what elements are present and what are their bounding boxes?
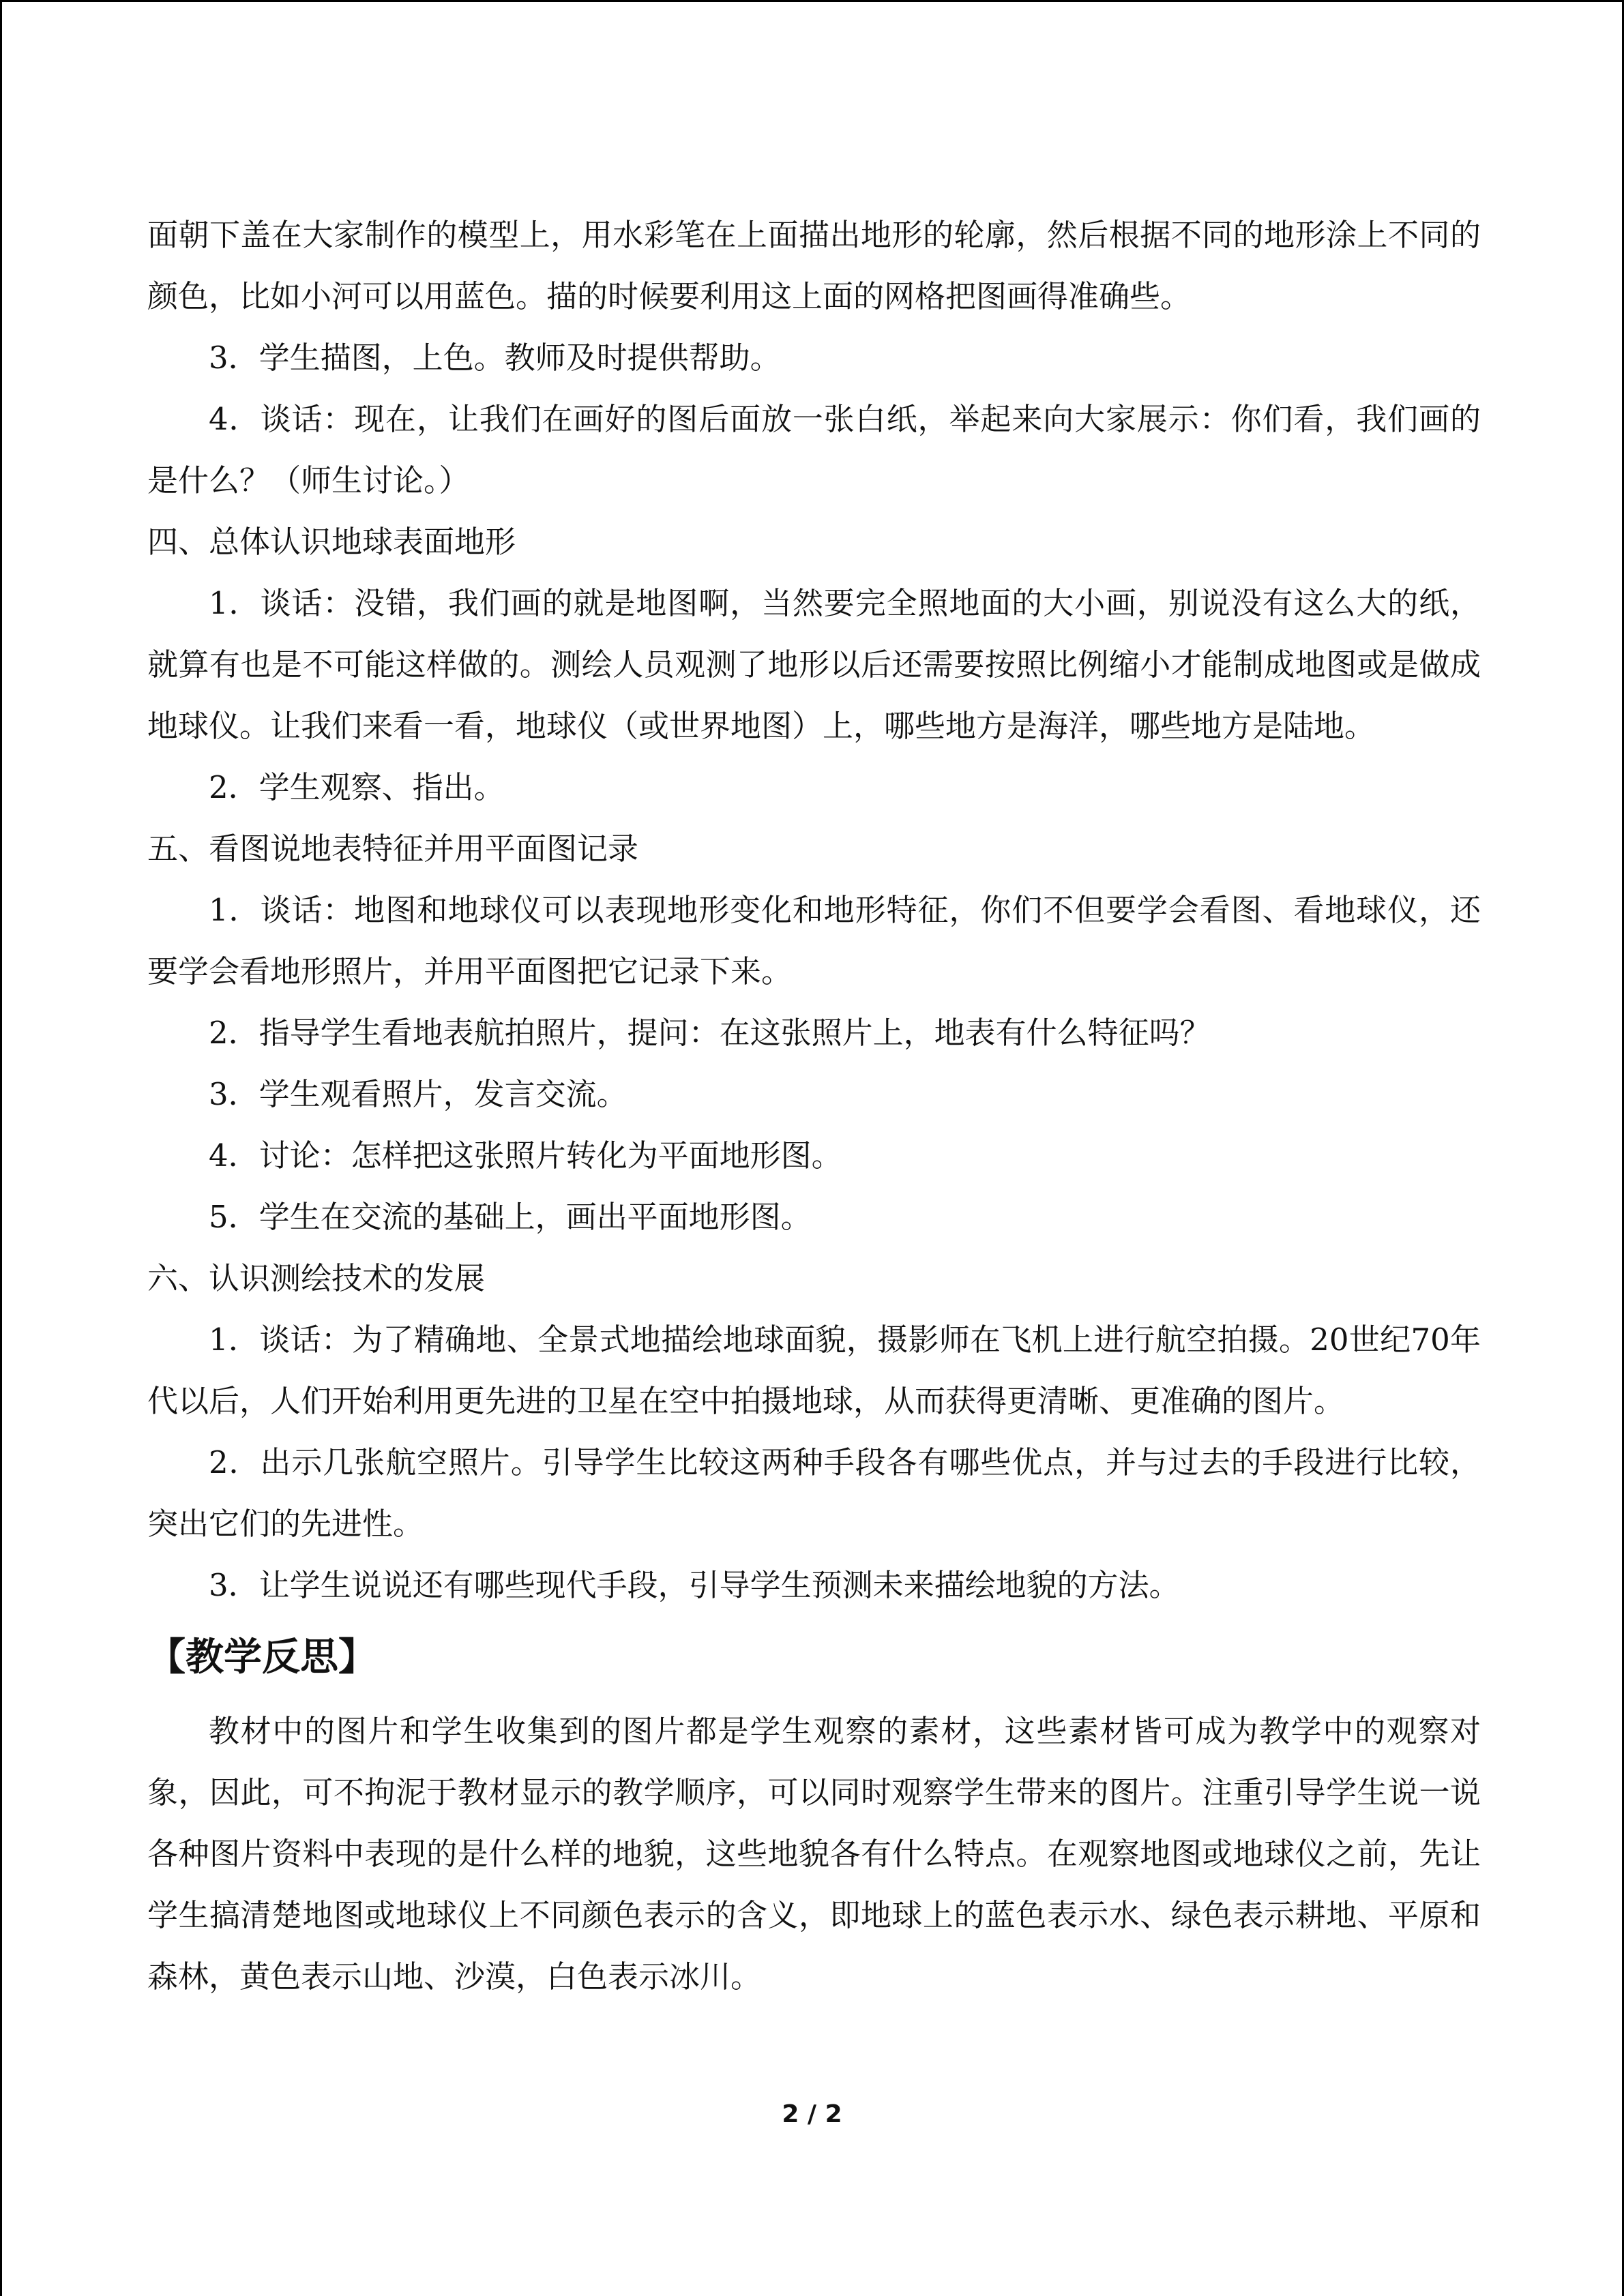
document-body [147, 205, 1481, 2008]
section-5-step-2: 2．指导学生看地表航拍照片，提问：在这张照片上，地表有什么特征吗？ [209, 1015, 1211, 1051]
section-5-step-5: 5．学生在交流的基础上，画出平面地形图。 [209, 1199, 812, 1235]
step-3-paragraph: 3．学生描图，上色。教师及时提供帮助。 [209, 340, 781, 376]
section-heading-6: 六、认识测绘技术的发展 [147, 1260, 486, 1296]
section-5-step-4: 4．讨论：怎样把这张照片转化为平面地形图。 [209, 1137, 842, 1174]
section-heading-5: 五、看图说地表特征并用平面图记录 [147, 831, 639, 867]
page-number: 2 / 2 [782, 2100, 842, 2128]
section-4-step-1: 1．谈话：没错，我们画的就是地图啊，当然要完全照地面的大小画，别说没有这么大的纸，就算有也是不可能这样做的。测绘人员观测了地形以后还需要按照比例缩小才能制成地图或是做成地球仪。让我们来看一看，地球仪（或世界地图）上，哪些地方是海洋，哪些地方是陆地。 [147, 585, 1481, 744]
step-4-paragraph: 4．谈话：现在，让我们在画好的图后面放一张白纸，举起来向大家展示：你们看，我们画的是什么？（师生讨论。） [147, 401, 1481, 498]
section-6-step-1: 1．谈话：为了精确地、全景式地描绘地球面貌，摄影师在飞机上进行航空拍摄。20世纪70年代以后，人们开始利用更先进的卫星在空中拍摄地球，从而获得更清晰、更准确的图片。 [147, 1322, 1481, 1419]
reflection-paragraph: 教材中的图片和学生收集到的图片都是学生观察的素材，这些素材皆可成为教学中的观察对象，因此，可不拘泥于教材显示的教学顺序，可以同时观察学生带来的图片。注重引导学生说一说各种图片资料中表现的是什么样的地貌，这些地貌各有什么特点。在观察地图或地球仪之前，先让学生搞清楚地图或地球仪上不同颜色表示的含义，即地球上的蓝色表示水、绿色表示耕地、平原和森林，黄色表示山地、沙漠，白色表示冰川。 [147, 1713, 1481, 1995]
section-6-step-2: 2．出示几张航空照片。引导学生比较这两种手段各有哪些优点，并与过去的手段进行比较，突出它们的先进性。 [147, 1444, 1481, 1542]
section-4-step-2: 2．学生观察、指出。 [209, 769, 505, 805]
reflection-heading: 【教学反思】 [147, 1635, 377, 1680]
section-5-step-1: 1．谈话：地图和地球仪可以表现地形变化和地形特征，你们不但要学会看图、看地球仪，还要学会看地形照片，并用平面图把它记录下来。 [147, 892, 1481, 989]
section-heading-4: 四、总体认识地球表面地形 [147, 524, 516, 560]
section-6-step-3: 3．让学生说说还有哪些现代手段，引导学生预测未来描绘地貌的方法。 [209, 1567, 1180, 1603]
paragraph-continued: 面朝下盖在大家制作的模型上，用水彩笔在上面描出地形的轮廓，然后根据不同的地形涂上不同的颜色，比如小河可以用蓝色。描的时候要利用这上面的网格把图画得准确些。 [147, 217, 1481, 314]
section-5-step-3: 3．学生观看照片，发言交流。 [209, 1076, 628, 1112]
